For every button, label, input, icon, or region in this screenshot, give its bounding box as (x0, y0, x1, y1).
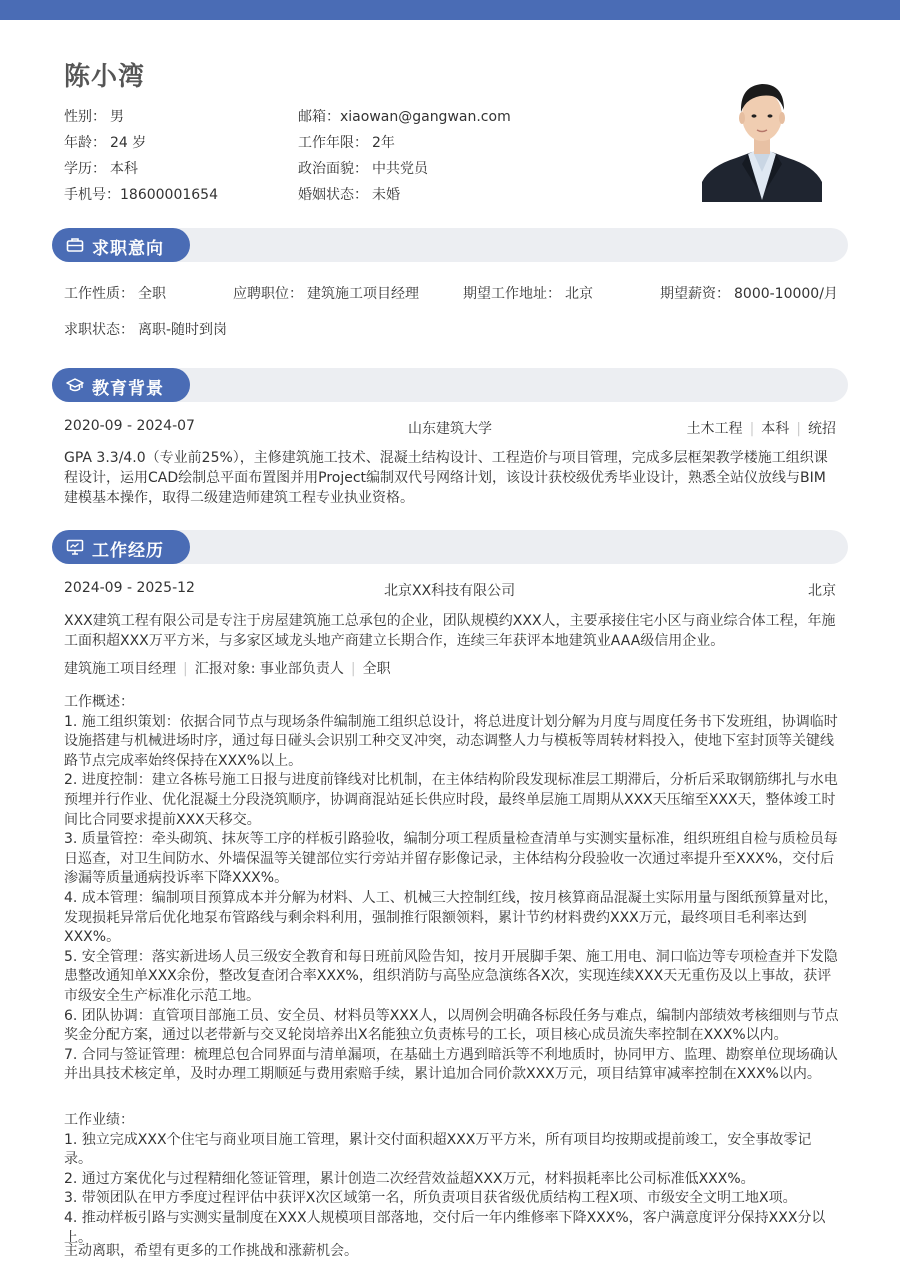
intent-status (64, 319, 227, 339)
achievements-title: 工作业绩： (64, 1112, 134, 1128)
leave-reason: 主动离职，希望有更多的工作挑战和涨薪机会。 (64, 1243, 358, 1259)
education-description: GPA 3.3/4.0（专业前25%），主修建筑施工技术、混凝土结构设计、工程造价与项目管理，完成多层框架教学楼施工组织课程设计，运用CAD绘制总平面布置图并用Project编制双代号网络计划，该设计获校级优秀毕业设计，熟悉全站仪放线与BIM建模基本操作，取得二级建造师建筑工程专业执业资格。 (64, 450, 828, 506)
overview-item: 6. 团队协调：直管项目部施工员、安全员、材料员等XXX人，以周例会明确各标段任务与难点，编制内部绩效考核细则与节点奖金分配方案，通过以老带新与交叉轮岗培养出X名能独立负责栋号的工长，项目核心成员流失率控制在XXX%以内。 (64, 1007, 839, 1044)
intent-location-value: 北京 (565, 286, 593, 302)
years-label: 工作年限： (298, 135, 368, 151)
education-major: 土木工程 (686, 421, 743, 437)
graduation-cap-icon (66, 376, 84, 394)
work-job-type: 全职 (362, 661, 391, 677)
political-label: 政治面貌： (298, 161, 368, 177)
intent-type-label: 工作性质： (64, 286, 134, 302)
candidate-name: 陈小湾 (64, 62, 146, 92)
intent-position (233, 283, 419, 303)
top-accent-bar (0, 0, 900, 20)
email-field (298, 106, 511, 126)
gender-value: 男 (110, 109, 124, 125)
marital-value: 未婚 (372, 187, 400, 203)
email-value: xiaowan@gangwan.com (340, 109, 511, 125)
company-description: XXX建筑工程有限公司是专注于房屋建筑施工总承包的企业，团队规模约XXX人，主要承接住宅小区与商业综合体工程，年施工面积超XXX万平方米，与多家区域龙头地产商建立长期合作，连续三年获评本地建筑业AAA级信用企业。 (64, 613, 836, 649)
section-header-education (52, 368, 848, 402)
marital-label: 婚姻状态： (298, 187, 368, 203)
section-header-job-intent (52, 228, 848, 262)
overview-title: 工作概述： (64, 694, 134, 710)
years-field (298, 132, 395, 152)
overview-item: 7. 合同与签证管理：梳理总包合同界面与清单漏项，在基础土方遇到暗浜等不利地质时，协同甲方、监理、勘察单位现场确认并出具技术核定单，及时办理工期顺延与费用索赔手续，累计追加合同价款XXX万元，项目结算审减率控制在XXX%以内。 (64, 1046, 838, 1083)
gender-field (64, 106, 124, 126)
intent-salary (660, 283, 838, 303)
intent-status-label: 求职状态： (64, 322, 134, 338)
education-field (64, 158, 138, 178)
intent-position-label: 应聘职位： (233, 286, 303, 302)
political-value: 中共党员 (372, 161, 428, 177)
achievement-item: 2. 通过方案优化与过程精细化签证管理，累计创造二次经营效益超XXX万元，材料损耗率比公司标准低XXX%。 (64, 1170, 755, 1187)
intent-type (64, 283, 166, 303)
overview-item: 1. 施工组织策划：依据合同节点与现场条件编制施工组织总设计，将总进度计划分解为月度与周度任务书下发班组，协调临时设施搭建与机械进场时序，通过每日碰头会识别工种交叉冲突，动态调整人力与模板等周转材料投入，使地下室封顶等关键线路节点完成率始终保持在XXX%以上。 (64, 713, 838, 769)
achievement-item: 3. 带领团队在甲方季度过程评估中获评X次区域第一名，所负责项目获省级优质结构工程X项、市级安全文明工地X项。 (64, 1190, 797, 1207)
education-school: 山东建筑大学 (408, 421, 492, 437)
intent-salary-label: 期望薪资： (660, 286, 730, 302)
overview-item: 4. 成本管理：编制项目预算成本并分解为材料、人工、机械三大控制红线，按月核算商品混凝土实际用量与图纸预算量对比，发现损耗异常后优化地泵布管路线与剩余料利用，强制推行限额领料，累计节约材料费约XXX万元，最终项目毛利率达到XXX%。 (64, 889, 838, 946)
education-meta: 土木工程 | 本科 | 统招 (686, 421, 836, 437)
phone-label: 手机号： (64, 187, 120, 203)
gender-label: 性别： (64, 109, 106, 125)
age-value: 24 岁 (110, 135, 147, 151)
section-title: 求职意向 (92, 239, 164, 259)
work-overview (64, 693, 839, 1085)
work-role-meta: 建筑施工项目经理 | 汇报对象: 事业部负责人 | 全职 (64, 661, 391, 677)
monitor-icon (66, 538, 84, 556)
work-achievements (64, 1111, 839, 1248)
education-value: 本科 (110, 161, 138, 177)
profile-photo (702, 72, 822, 202)
work-company: 北京XX科技有限公司 (384, 583, 516, 599)
age-field (64, 132, 146, 152)
age-label: 年龄： (64, 135, 106, 151)
marital-field (298, 184, 400, 204)
education-enroll: 统招 (808, 421, 836, 437)
overview-item: 5. 安全管理：落实新进场人员三级安全教育和每日班前风险告知，按月开展脚手架、施工用电、洞口临边等专项检查并下发隐患整改通知单XXX余份，整改复查闭合率XXX%，组织消防与高坠应急演练各X次，实现连续XXX天无重伤及以上事故，获评市级安全生产标准化示范工地。 (64, 948, 838, 1004)
section-title: 教育背景 (92, 379, 164, 399)
achievement-item: 1. 独立完成XXX个住宅与商业项目施工管理，累计交付面积超XXX万平方米，所有项目均按期或提前竣工，安全事故零记录。 (64, 1131, 812, 1168)
education-degree: 本科 (761, 421, 790, 437)
phone-value: 18600001654 (120, 187, 218, 203)
section-title: 工作经历 (92, 541, 164, 561)
briefcase-icon (66, 236, 84, 254)
work-period: 2024-09 - 2025-12 (64, 580, 195, 596)
overview-item: 2. 进度控制：建立各栋号施工日报与进度前锋线对比机制，在主体结构阶段发现标准层工期滞后，分析后采取钢筋绑扎与水电预埋并行作业、优化混凝土分段浇筑顺序，协调商混站延长供应时段，最终单层施工周期从XXX天压缩至XXX天，整体竣工时间比合同要求提前XXX天移交。 (64, 772, 838, 828)
intent-location (463, 283, 593, 303)
education-label: 学历： (64, 161, 106, 177)
phone-field (64, 184, 218, 204)
intent-position-value: 建筑施工项目经理 (307, 286, 419, 302)
overview-item: 3. 质量管控：牵头砌筑、抹灰等工序的样板引路验收，编制分项工程质量检查清单与实测实量标准，组织班组自检与质检员每日巡查，对卫生间防水、外墙保温等关键部位实行旁站并留存影像记录，主体结构分段验收一次通过率提升至XXX%，交付后渗漏等质量通病投诉率下降XXX%。 (64, 831, 838, 887)
work-city: 北京 (808, 583, 836, 599)
years-value: 2年 (372, 135, 395, 151)
intent-location-label: 期望工作地址： (463, 286, 561, 302)
work-role: 建筑施工项目经理 (64, 661, 176, 677)
education-period: 2020-09 - 2024-07 (64, 418, 195, 434)
political-field (298, 158, 428, 178)
intent-salary-value: 8000-10000/月 (734, 286, 838, 302)
achievement-item: 4. 推动样板引路与实测实量制度在XXX人规模项目部落地，交付后一年内维修率下降XXX%，客户满意度评分保持XXX分以上。 (64, 1209, 826, 1246)
intent-type-value: 全职 (138, 286, 166, 302)
work-report: 汇报对象: 事业部负责人 (194, 661, 344, 677)
email-label: 邮箱： (298, 109, 340, 125)
intent-status-value: 离职-随时到岗 (138, 322, 228, 338)
section-header-work (52, 530, 848, 564)
